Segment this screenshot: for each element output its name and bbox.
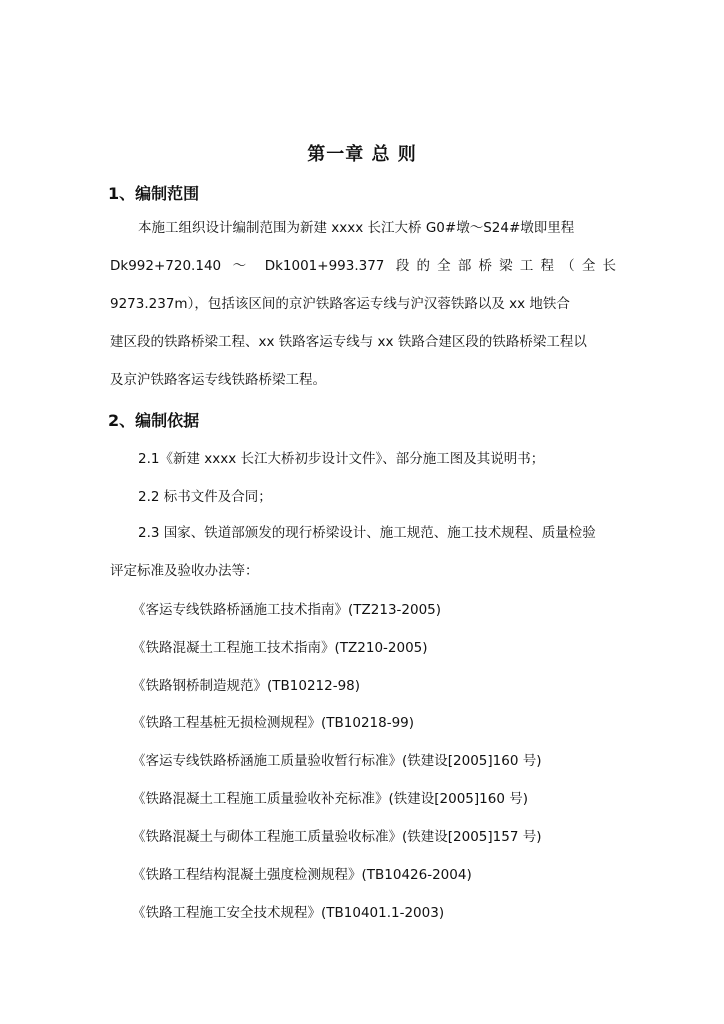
basis-item-2-3	[110, 514, 616, 590]
chapter-title: 第一章 总 则	[307, 144, 417, 165]
scope-line-4: 建区段的铁路桥梁工程、xx 铁路客运专线与 xx 铁路合建区段的铁路桥梁工程以	[110, 334, 587, 350]
standard-item: 《客运专线铁路桥涵施工技术指南》(TZ213-2005)	[132, 602, 442, 618]
scope-line-2: Dk992+720.140 ～ Dk1001+993.377 段的全部桥梁工程（全长	[110, 258, 616, 274]
standard-item: 《铁路工程结构混凝土强度检测规程》(TB10426-2004)	[132, 867, 472, 883]
standard-item: 《铁路混凝土工程施工技术指南》(TZ210-2005)	[132, 640, 428, 656]
section-heading-basis: 2、编制依据	[108, 411, 200, 430]
standard-item: 《铁路工程施工安全技术规程》(TB10401.1-2003)	[132, 905, 445, 921]
standard-item: 《铁路钢桥制造规范》(TB10212-98)	[132, 678, 361, 694]
basis-item-2-3-line-2: 评定标准及验收办法等：	[110, 563, 259, 579]
scope-paragraph	[110, 209, 616, 399]
basis-item-2-2: 2.2 标书文件及合同；	[138, 489, 272, 505]
standard-item: 《铁路工程基桩无损检测规程》(TB10218-99)	[132, 715, 415, 731]
scope-line-1: 本施工组织设计编制范围为新建 xxxx 长江大桥 G0#墩～S24#墩即里程	[138, 220, 575, 236]
standard-item: 《铁路混凝土与砌体工程施工质量验收标准》(铁建设[2005]157 号)	[132, 829, 542, 845]
scope-line-5: 及京沪铁路客运专线铁路桥梁工程。	[110, 372, 326, 388]
basis-item-2-3-line-1: 2.3 国家、铁道部颁发的现行桥梁设计、施工规范、施工技术规程、质量检验	[138, 525, 596, 541]
section-heading-scope: 1、编制范围	[108, 184, 200, 203]
basis-item-2-1: 2.1《新建 xxxx 长江大桥初步设计文件》、部分施工图及其说明书；	[138, 451, 545, 467]
scope-line-3: 9273.237m），包括该区间的京沪铁路客运专线与沪汉蓉铁路以及 xx 地铁合	[110, 296, 570, 312]
standard-item: 《铁路混凝土工程施工质量验收补充标准》(铁建设[2005]160 号)	[132, 791, 528, 807]
standard-item: 《客运专线铁路桥涵施工质量验收暂行标准》(铁建设[2005]160 号)	[132, 753, 542, 769]
